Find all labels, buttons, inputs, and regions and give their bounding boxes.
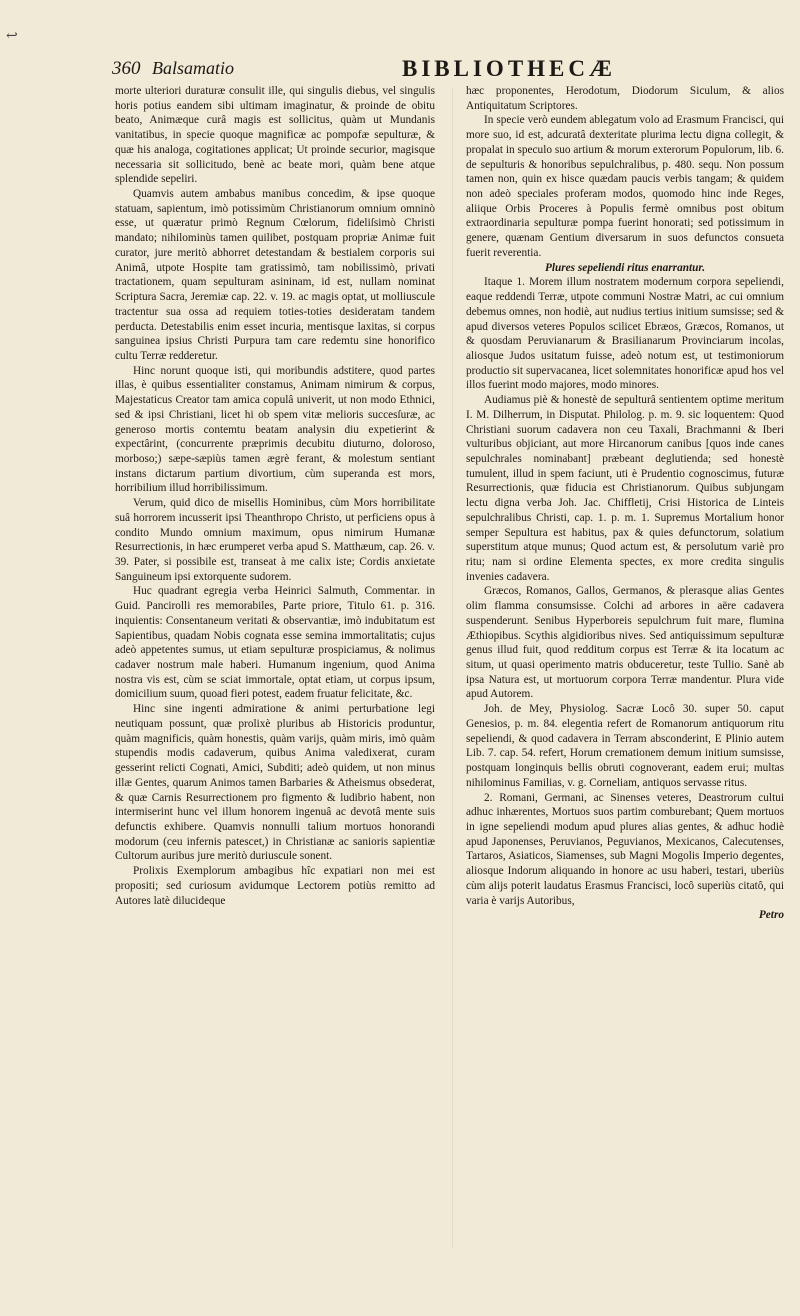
catchword: Petro — [758, 909, 784, 922]
column-divider — [452, 88, 453, 1248]
paragraph: morte ulteriori duraturæ consulit ille, qui singulis diebus, vel singulis horis potius eandem sibi ultimam imaginatur, & proinde de obitu beato, Animæque curâ magis est sollicitus, quàm ut Mundanis vanitatibus, in specie quoque magnificæ ac pompofæ sepulturæ, & quæ his analoga, cogitationes applicat; Ut proinde securior, magisque necessaria sit sollicitudo, benè ac beate mori, quàm bene atque splendide sepeliri. — [115, 85, 435, 186]
right-column — [466, 84, 784, 923]
page-header — [112, 58, 760, 84]
paragraph: In specie verò eundem ablegatum volo ad Erasmum Francisci, qui more suo, id est, adcuratâ dexteritate plurima lectu digna collegit, & propalat in speculo suo artium & morum exterorum Populorum, lib. 6. de sepulturis & honoribus sepulchralibus, p. 480. sequ. Non possum tamen non, quin ex hisce quædam paucis verbis tangam; & quidem non adeò speciales proferam modos, quomodo hinc inde Reges, aliique Orbis Proceres à Populis fermè omnibus post obitum extraordinaria sepulturæ pompa fuerint honorati; sed potissimum in genere, quænam Gentium diversarum in suos defunctos consueta fuerit reverentia. — [466, 114, 784, 259]
paragraph: 2. Romani, Germani, ac Sinenses veteres, Deastrorum cultui adhuc inhærentes, Mortuos suos partim comburebant; Quem mortuos in igne sepeliendi modum apud plures alias gentes, & adhuc hodiè apud Japonenses, Peruvianos, Peguvianos, Mexicanos, Calecutenses, Tartaros, Asiaticos, Siamenses, sub Magni Mogolis Imperio degentes, aliosque Indorum aliquando in honore ac usu haberi, testari, uberiùs cùm alijs poterit laudatus Erasmus Francisci, locô superiùs citatô, qui varia è varijs Autoribus, — [466, 791, 784, 907]
paragraph: Hinc sine ingenti admiratione & animi perturbatione legi neutiquam possunt, quæ prolixè pluribus ab Historicis produntur, quàm magnificis, quàm honestis, quàm varijs, quàm miris, imò quàm stupendis modis cadaverum, quibus Anima valedixerat, curam gesserint relicti Cognati, Amici, Subditi; adeò quidem, ut non minus illæ Gentes, quarum Animos tamen Barbaries & Atheismus obsederat, & quæ Carnis Resurrectionem pro figmento & ludibrio habent, non intermiserint hunc vel illum honorem ingenuâ ac devotâ mente suis defunctis exhibere. Quamvis nonnulli talium mortuos honorandi modorum (ceu infernis patescet,) in Christianæ ac sanioris sapientiæ Cultorum auribus jure meritò duriuscule sonent. — [115, 703, 435, 863]
paragraph: Verum, quid dico de misellis Hominibus, cùm Mors horribilitate suâ horrorem incusserit ipsi Theanthropo Christo, ut perficiens opus à condito Mundo omnium maximum, opus nimirum Humanæ Resurrectionis, in hæc erumperet verba apud S. Matthæum, cap. 26. v. 39. Pater, si possibile est, transeat à me calix iste; Cordis anxietate Sanguineum ipsi extorquente sudorem. — [115, 497, 435, 583]
paragraph: Audiamus piè & honestè de sepulturâ sentientem optime meritum I. M. Dilherrum, in Disputat. Philolog. p. m. 9. sic loquentem: Quod Christiani suorum cadavera non ceu Taxali, Brachmanni & Iberi vulturibus objiciant, aut more Hircanorum canibus [quos inde canes sepulchrales nominabant] præbeant deglutienda; sed honestè tumulent, illud in spem faciunt, uti è Prudentio cognoscimus, futuræ Resurrectionis, quæ fiducia est Christianorum. Quibus subjungam lectu digna verba Joh. Jac. Chiffletij, Crisi Historica de Linteis sepulchralibus Christi, cap. 1. p. m. 1. Supremus Mortalium honor semper Sepultura est habitus, pax & quies defunctorum, solatium superstitum atque munus; Quod actum est, & persolutum variè pro ritu; nam si ordine Elementa spectes, ex more credita singulis invenies cadavera. — [466, 394, 784, 583]
page-number: 360 — [112, 58, 141, 79]
paragraph: Joh. de Mey, Physiolog. Sacræ Locô 30. super 50. caput Genesios, p. m. 84. elegentia refert de Romanorum antiquorum ritu sepeliendi, & quod cadavera in Terram absconderint, E Plinio autem Lib. 7. cap. 54. refert, Horum cremationem demum initium sumsisse, postquam longinquis bellis obruti cognoverant, eadem erui; multas nihilominus Familias, v. g. Corneliam, antiquos servasse ritus. — [466, 703, 784, 789]
paragraph: Prolixis Exemplorum ambagibus hîc expatiari non mei est propositi; sed curiosum avidumque Lectorem potiùs remitto ad Autores latè dilucideque — [115, 865, 435, 907]
section-subheading: Plures sepeliendi ritus enarrantur. — [544, 261, 706, 274]
paragraph: hæc proponentes, Herodotum, Diodorum Siculum, & alios Antiquitatum Scriptores. — [466, 85, 784, 112]
paragraph: Itaque 1. Morem illum nostratem modernum corpora sepeliendi, eaque reddendi Terræ, utpote communi Nostræ Matri, ac cui omnium debemus omnes, non hodiè, aut nudius tertius initium sumsisse; sed & apud diversos veteres Populos scilicet Ebræos, Græcos, Romanos, ut & quosdam Peruvianarum & Brasilianarum Provinciarum incolas, aliosque Judos usitatum fuisse, adeò notum est, ut testimoniorum productio sit supervacanea, licet solemnitates honorificæ apud hos vel illos fuerint modo majores, modo minores. — [466, 276, 784, 392]
running-title: Balsamatio — [152, 58, 235, 78]
paragraph: Hinc norunt quoque isti, qui moribundis adstitere, quod partes illas, è quibus essentialiter constamus, Animam nimirum & corpus, Majestaticus Creator tam amica copulâ univerit, ut non modo Ethnici, sed & ipsi Christiani, licet hi ob spem vitæ melioris succesſuræ, ac generoso mortis contemtu beatam analysin diu expetierint & expectârint, (concurrente præprimis decubitu diuturno, doloroso, morboso;) sæpe-sæpiùs tamen ægrè ferant, & molestum sentiant instans dictarum partium divortium, cùm superanda est mors, horribilium illud horribilissimum. — [115, 364, 435, 495]
corner-mark-icon: ↩ — [6, 29, 18, 44]
left-column — [115, 84, 435, 908]
paragraph: Quamvis autem ambabus manibus concedim, & ipse quoque statuam, sapientum, imò potissimùm Christianorum omnium omninò esse, ut quæratur primò Regnum Cœlorum, fideliſsimò Christi mandato; nihilominùs tamen quilibet, postquam propriæ Animæ fuit curator, jure meritò abhorret detestandam & bestialem corporis sui Animâ, utpote Hospite tam gratissimò, tam nobilissimò, privati tractationem, quam sepulturam asininam, id est, nullam nominat Scriptura Sacra, Jeremiæ cap. 22. v. 19. ac magis optat, ut molliuscule tractentur sua ossa ad requiem toties-toties desideratam tandem perducta. Detestabilis enim esset incuria, mentisque laxitas, si corpus sanguinea ipsius Christi Purpura tam care redemtu sine honorifico cultu Terræ redderetur. — [115, 188, 435, 362]
paragraph: Græcos, Romanos, Gallos, Germanos, & plerasque alias Gentes olim flamma consumsisse. Colchi ad arbores in aëre cadavera suspenderunt. Senibus Hyperboreis sepulchrum fuit mare, flumina Æthiopibus. Scythis algidioribus nives. Sed antiquissimum sepulturæ genus illud fuit, quod redditum corpus est Terræ & ita locatum ac situm, ut quasi operimento matris obduceretur, teste Tullio. Sanè ab ipsa Natura est, ut mortuorum corpora Terræ mandentur. Plura vide apud Autorem. — [466, 585, 784, 701]
page-heading: BIBLIOTHECÆ — [402, 56, 616, 81]
paragraph: Huc quadrant egregia verba Heinrici Salmuth, Commentar. in Guid. Pancirolli res memorabiles, Parte priore, Titulo 61. p. 316. inquientis: Consentaneum veritati & observantiæ, imò indubitatum est Sapientibus, quadam Nobis cognata esse semina immortalitatis; cujus adeò appetentes sumus, ut etiam sepulturæ prospiciamus, & nolimus cadaver nostrum male haberi. Humanum ingenium, quod Anima nostra vis est, cùm se sciat immortale, optat etiam, ut corpus ipsum, domicilium suum, quoad fieri potest, eadem fruatur felicitate, &c. — [115, 585, 435, 701]
